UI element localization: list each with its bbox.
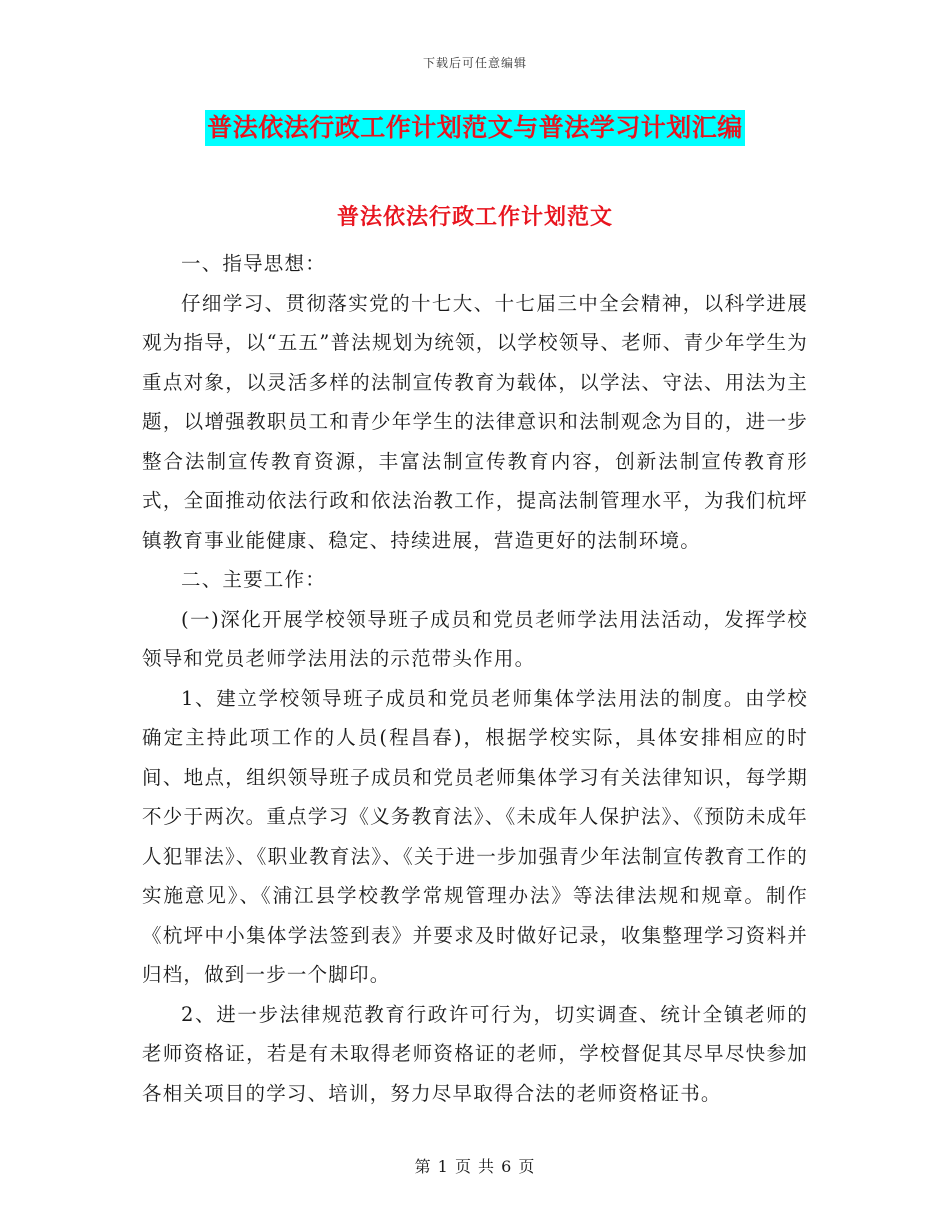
footer-suffix: 页 [518,1157,536,1176]
heading-main-work: 二、主要工作： [181,568,326,591]
heading-guiding-ideology: 一、指导思想： [181,252,326,275]
paragraph-guiding-ideology: 仔细学习、贯彻落实党的十七大、十七届三中全会精神，以科学进展观为指导，以“五五”普法规划为统领，以学校领导、老师、青少年学生为重点对象，以灵活多样的法制宣传教育为载体，以学法、守法、用法为主题，以增强教职员工和青少年学生的法律意识和法制观念为目的，进一步整合法制宣传教育资源，丰富法制宣传教育内容，创新法制宣传教育形式，全面推动依法行政和依法治教工作，提高法制管理水平，为我们杭坪镇教育事业能健康、稳定、持续进展，营造更好的法制环境。 [142,291,808,552]
footer-prefix: 第 [414,1157,432,1176]
section-title: 普法依法行政工作计划范文 [336,204,613,230]
footer-total-pages: 6 [501,1157,513,1176]
footer-current-page: 1 [437,1157,449,1176]
paragraph-item-1: 1、建立学校领导班子成员和党员老师集体学法用法的制度。由学校确定主持此项工作的人员(程昌春)，根据学校实际，具体安排相应的时间、地点，组织领导班子成员和党员老师集体学习有关法律知识，每学期不少于两次。重点学习《义务教育法》、《未成年人保护法》、《预防未成年人犯罪法》、《职业教育法》、《关于进一步加强青少年法制宣传教育工作的实施意见》、《浦江县学校教学常规管理办法》等法律法规和规章。制作《杭坪中小集体学法签到表》并要求及时做好记录，收集整理学习资料并归档，做到一步一个脚印。 [142,686,808,986]
paragraph-item-2: 2、进一步法律规范教育行政许可行为，切实调查、统计全镇老师的老师资格证，若是有未取得老师资格证的老师，学校督促其尽早尽快参加各相关项目的学习、培训，努力尽早取得合法的老师资格证书。 [142,1002,808,1105]
paragraph-item-one: (一)深化开展学校领导班子成员和党员老师学法用法活动，发挥学校领导和党员老师学法用法的示范带头作用。 [142,607,808,670]
page-header-note: 下载后可任意编辑 [422,56,527,70]
footer-middle: 页 共 [454,1157,496,1176]
document-main-title: 普法依法行政工作计划范文与普法学习计划汇编 [205,110,745,146]
main-title-container [0,110,950,146]
page-footer [0,1154,950,1177]
document-body [142,244,808,1113]
